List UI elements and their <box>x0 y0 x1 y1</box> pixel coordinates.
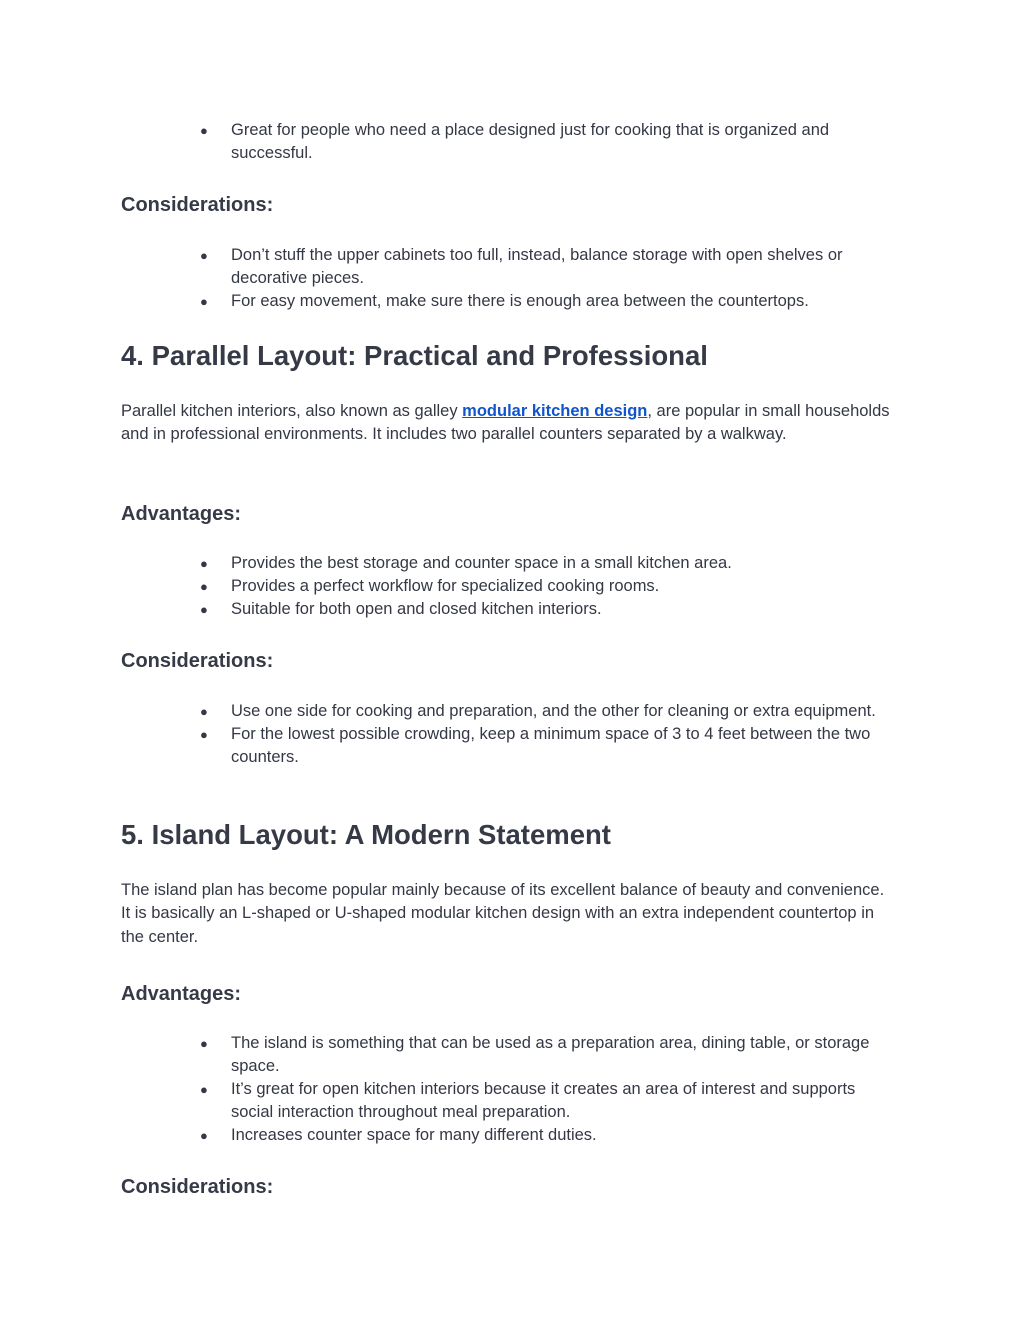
list-item: ● Provides the best storage and counter space in a small kitchen area. <box>121 552 896 575</box>
section-heading <box>121 502 911 526</box>
bullet-icon: ● <box>200 704 208 719</box>
parallel-paragraph: Parallel kitchen interiors, also known as galley modular kitchen design, are popular in small households and in professional environments. It includes two parallel counters separated by a walkway. <box>121 402 890 444</box>
advantages-heading: Advantages: <box>121 983 242 1005</box>
considerations-heading: Considerations: <box>121 650 274 672</box>
list-item: ● Suitable for both open and closed kitchen interiors. <box>121 598 896 621</box>
parallel-layout-title: 4. Parallel Layout: Practical and Professional <box>121 340 708 371</box>
list-item: ● Great for people who need a place designed just for cooking that is organized and successful. <box>200 121 830 162</box>
modular-kitchen-design-link[interactable]: modular kitchen design <box>462 402 648 420</box>
list-item: ● Use one side for cooking and preparation, and the other for cleaning or extra equipment. <box>121 700 896 723</box>
bullet-icon: ● <box>200 248 208 263</box>
considerations-heading: Considerations: <box>121 194 274 216</box>
section-heading <box>121 193 911 217</box>
considerations-heading: Considerations: <box>121 1176 274 1198</box>
intro-bullet-list <box>121 119 911 165</box>
list-item: ● The island is something that can be used as a preparation area, dining table, or storage space. <box>200 1034 870 1075</box>
list-item: ● It’s great for open kitchen interiors because it creates an area of interest and supports social interaction throughout meal preparation. <box>200 1080 856 1121</box>
bullet-icon: ● <box>200 123 208 138</box>
bullet-icon: ● <box>200 1036 208 1051</box>
section-title <box>121 818 911 852</box>
list-item: ● Don’t stuff the upper cabinets too full, instead, balance storage with open shelves or decorative pieces. <box>200 246 843 287</box>
list-item: ● Increases counter space for many different duties. <box>121 1124 896 1147</box>
advantages-bullet-list <box>121 552 911 621</box>
bullet-icon: ● <box>200 1082 208 1097</box>
considerations-bullet-list <box>121 244 911 313</box>
section-heading <box>121 982 911 1006</box>
advantages-heading: Advantages: <box>121 503 242 525</box>
section-title <box>121 339 911 373</box>
bullet-icon: ● <box>200 1128 208 1143</box>
island-layout-title: 5. Island Layout: A Modern Statement <box>121 819 611 850</box>
bullet-icon: ● <box>200 727 208 742</box>
list-item: ● For easy movement, make sure there is enough area between the countertops. <box>121 290 896 313</box>
list-item: ● Provides a perfect workflow for specialized cooking rooms. <box>121 575 896 598</box>
section-heading <box>121 649 911 673</box>
advantages-bullet-list <box>121 1032 911 1147</box>
considerations-bullet-list <box>121 700 911 769</box>
bullet-icon: ● <box>200 294 208 309</box>
bullet-icon: ● <box>200 556 208 571</box>
section-heading <box>121 1175 911 1199</box>
bullet-icon: ● <box>200 579 208 594</box>
list-item: ● For the lowest possible crowding, keep a minimum space of 3 to 4 feet between the two counters. <box>200 725 871 766</box>
bullet-icon: ● <box>200 602 208 617</box>
island-paragraph: The island plan has become popular mainly because of its excellent balance of beauty and convenience. It is basically an L-shaped or U-shaped modular kitchen design with an extra independent countertop in the center. <box>121 881 885 946</box>
